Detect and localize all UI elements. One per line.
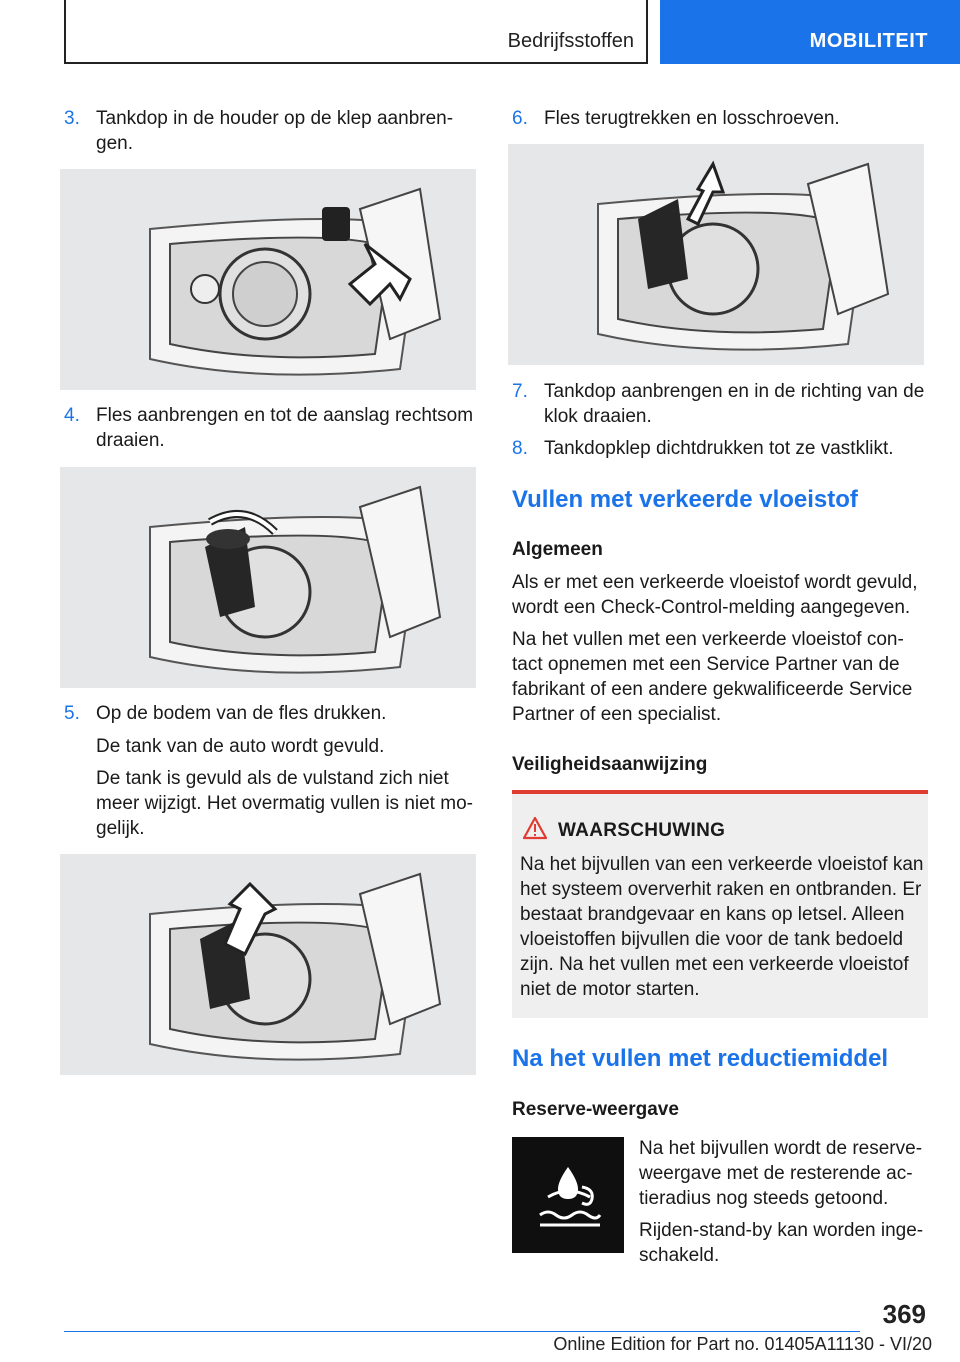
header-section-label: Bedrijfsstoffen bbox=[507, 30, 634, 52]
step-8 bbox=[512, 436, 928, 461]
step-text: Tankdop in de houder op de klep aanbren-gen. bbox=[96, 108, 454, 154]
step-5-paragraph-2: De tank is gevuld als de vulstand zich niet meer wijzigt. Het overmatig vullen is niet mo-gelijk. bbox=[96, 768, 473, 839]
step-7 bbox=[512, 379, 928, 429]
step-number: 4. bbox=[64, 405, 80, 426]
step-number: 8. bbox=[512, 438, 528, 459]
step-text: Fles terugtrekken en losschroeven. bbox=[544, 108, 840, 129]
reserve-fluid-icon bbox=[512, 1137, 624, 1253]
header-section-tab bbox=[64, 0, 648, 64]
step-4 bbox=[64, 403, 476, 453]
paragraph-general-1: Als er met een verkeerde vloeistof wordt gevuld, wordt een Check-Control-melding aangegeven. bbox=[512, 572, 918, 618]
page-number: 369 bbox=[882, 1299, 926, 1329]
step-text: Op de bodem van de fles drukken. bbox=[96, 703, 387, 724]
subheading-general: Algemeen bbox=[512, 539, 603, 560]
step-5 bbox=[64, 701, 476, 726]
step-5-paragraph-1: De tank van de auto wordt gevuld. bbox=[96, 736, 385, 757]
footer-edition: Online Edition for Part no. 01405A11130 - VI/20 bbox=[553, 1334, 932, 1354]
step-number: 6. bbox=[512, 108, 528, 129]
header-chapter-label: MOBILITEIT bbox=[809, 30, 928, 52]
subheading-reserve: Reserve-weergave bbox=[512, 1099, 679, 1120]
footer-rule bbox=[64, 1331, 860, 1332]
paragraph-general-2: Na het vullen met een verkeerde vloeistof con-tact opnemen met een Service Partner van de fabrikant of een andere gekwalificeerde Service Partner of een specialist. bbox=[512, 629, 913, 725]
warning-title: WAARSCHUWING bbox=[558, 820, 726, 841]
step-number: 5. bbox=[64, 703, 80, 724]
subheading-safety: Veiligheidsaanwijzing bbox=[512, 754, 708, 775]
section-title-reductant: Na het vullen met reductiemiddel bbox=[512, 1045, 889, 1072]
step-text: Fles aanbrengen en tot de aanslag rechtsom draaien. bbox=[96, 405, 474, 451]
step-number: 7. bbox=[512, 381, 528, 402]
section-title-wrong-fluid: Vullen met verkeerde vloeistof bbox=[512, 486, 858, 513]
figure-remove-bottle bbox=[508, 144, 924, 365]
step-3 bbox=[64, 106, 476, 156]
warning-text: Na het bijvullen van een verkeerde vloeistof kan het systeem oververhit raken en ontbranden. Er bestaat brandgevaar en kans op letsel. Alleen vloeistoffen bijvullen die voor de tank bedoeld zijn. Na het vullen met een verkeerde vloeistof niet de motor starten. bbox=[520, 854, 924, 1000]
step-number: 3. bbox=[64, 108, 80, 129]
header-chapter-tab bbox=[660, 0, 960, 64]
step-text: Tankdop aanbrengen en in de richting van de klok draaien. bbox=[544, 381, 925, 427]
figure-attach-bottle bbox=[60, 467, 476, 688]
warning-triangle-icon bbox=[522, 816, 548, 840]
paragraph-reserve-1: Na het bijvullen wordt de reserve-weergave met de resterende ac-tieradius nog steeds getoond. bbox=[639, 1138, 923, 1209]
step-text: Tankdopklep dichtdrukken tot ze vastklikt. bbox=[544, 438, 894, 459]
step-6 bbox=[512, 106, 928, 131]
figure-cap-in-holder bbox=[60, 169, 476, 390]
warning-box bbox=[512, 790, 928, 1018]
paragraph-reserve-2: Rijden-stand-by kan worden inge-schakeld. bbox=[639, 1220, 924, 1266]
figure-press-bottle bbox=[60, 854, 476, 1075]
